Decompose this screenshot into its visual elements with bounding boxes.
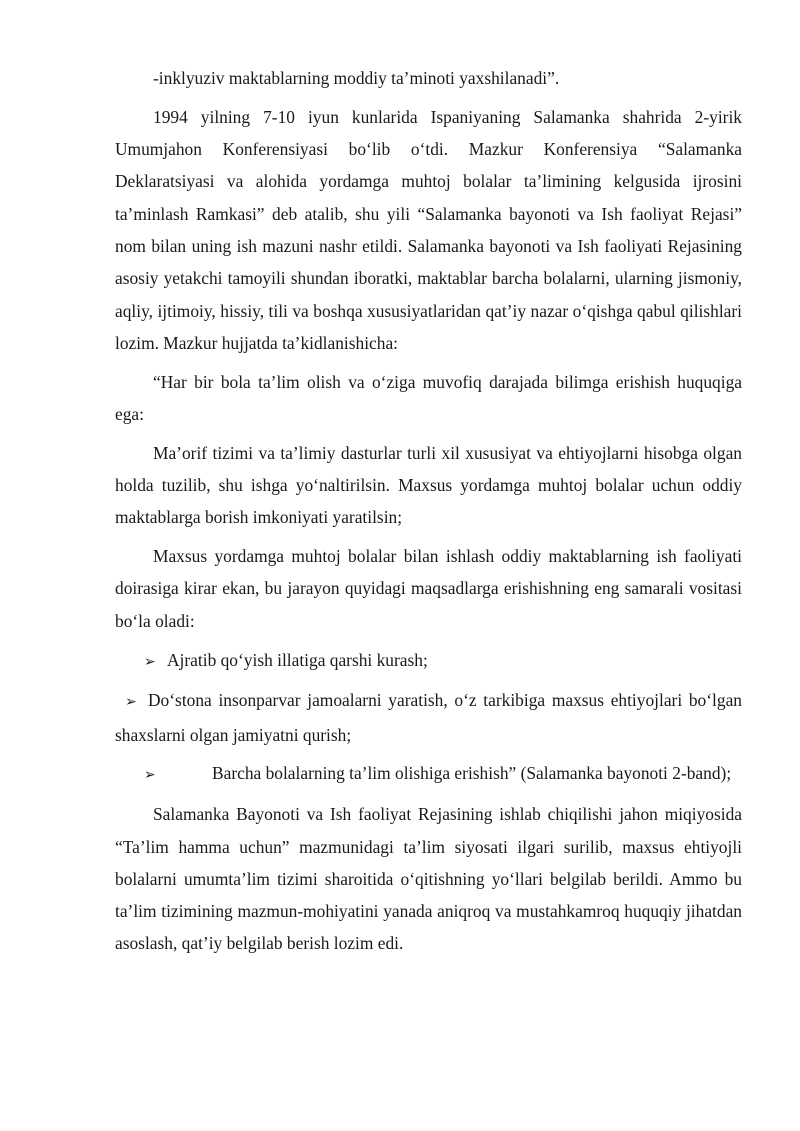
paragraph-salamanka-conference: 1994 yilning 7-10 iyun kunlarida Ispaniyaning Salamanka shahrida 2-yirik Umumjahon Konferensiyasi bo‘lib o‘tdi. Mazkur Konferensiya “Salamanka Deklaratsiyasi va alohida yordamga muhtoj bolalar ta’limining kelgusida ijrosini ta’minlash Ramkasi” deb atalib, shu yili “Salamanka bayonoti va Ish faoliyat Rejasi” nom bilan uning ish mazuni nashr etildi. Salamanka bayonoti va Ish faoliyati Rejasining asosiy yetakchi tamoyili shundan iboratki, maktablar barcha bolalarni, ularning jismoniy, aqliy, ijtimoiy, hissiy, tili va boshqa xususiyatlaridan qat’iy nazar o‘qishga qabul qilishlari lozim. Mazkur hujjatda ta’kidlanishicha: xyxy=(115,106,742,353)
bullet-text: Do‘stona insonparvar jamoalarni yaratish, o‘z tarkibiga maxsus ehtiyojlari bo‘lgan shaxslarni olgan jamiyatni qurish; xyxy=(115,690,742,745)
bullet-item xyxy=(115,757,742,791)
paragraph-child-right: “Har bir bola ta’lim olish va o‘ziga muvofiq darajada bilimga erishish huquqiga ega: xyxy=(115,371,742,424)
arrow-bullet-icon: ➢ xyxy=(125,694,137,711)
paragraph-special-needs-goals: Maxsus yordamga muhtoj bolalar bilan ishlash oddiy maktablarning ish faoliyati doirasiga kirar ekan, bu jarayon quyidagi maqsadlarga erishishning eng samarali vositasi bo‘la oladi: xyxy=(115,546,742,631)
bullet-text: Ajratib qo‘yish illatiga qarshi kurash; xyxy=(167,649,428,670)
bullet-item xyxy=(115,644,742,678)
arrow-bullet-icon: ➢ xyxy=(144,653,156,670)
document-page xyxy=(115,62,742,966)
paragraph-closing: Salamanka Bayonoti va Ish faoliyat Rejasining ishlab chiqilishi jahon miqiyosida “Ta’lim hamma uchun” mazmunidagi ta’lim siyosati ilgari surilib, maxsus ehtiyojli bolalarni umumta’lim tizimi sharoitida o‘qitishning yo‘llari belgilab berildi. Ammo bu ta’lim tizimining mazmun-mohiyatini yanada aniqroq va mustahkamroq huquqiy jihatdan asoslash, qat’iy belgilab berish lozim edi. xyxy=(115,804,742,954)
paragraph-intro-continuation: -inklyuziv maktablarning moddiy ta’minoti yaxshilanadi”. xyxy=(153,68,560,88)
paragraph-education-system: Ma’orif tizimi va ta’limiy dasturlar turli xil xususiyat va ehtiyojlarni hisobga olgan holda tuzilib, shu ishga yo‘naltirilsin. Maxsus yordamga muhtoj bolalar uchun oddiy maktablarga borish imkoniyati yaratilsin; xyxy=(115,442,742,528)
bullet-item xyxy=(115,684,742,751)
arrow-bullet-icon: ➢ xyxy=(144,767,156,784)
bullet-text: Barcha bolalarning ta’lim olishiga erishish” (Salamanka bayonoti 2-band); xyxy=(212,763,732,784)
